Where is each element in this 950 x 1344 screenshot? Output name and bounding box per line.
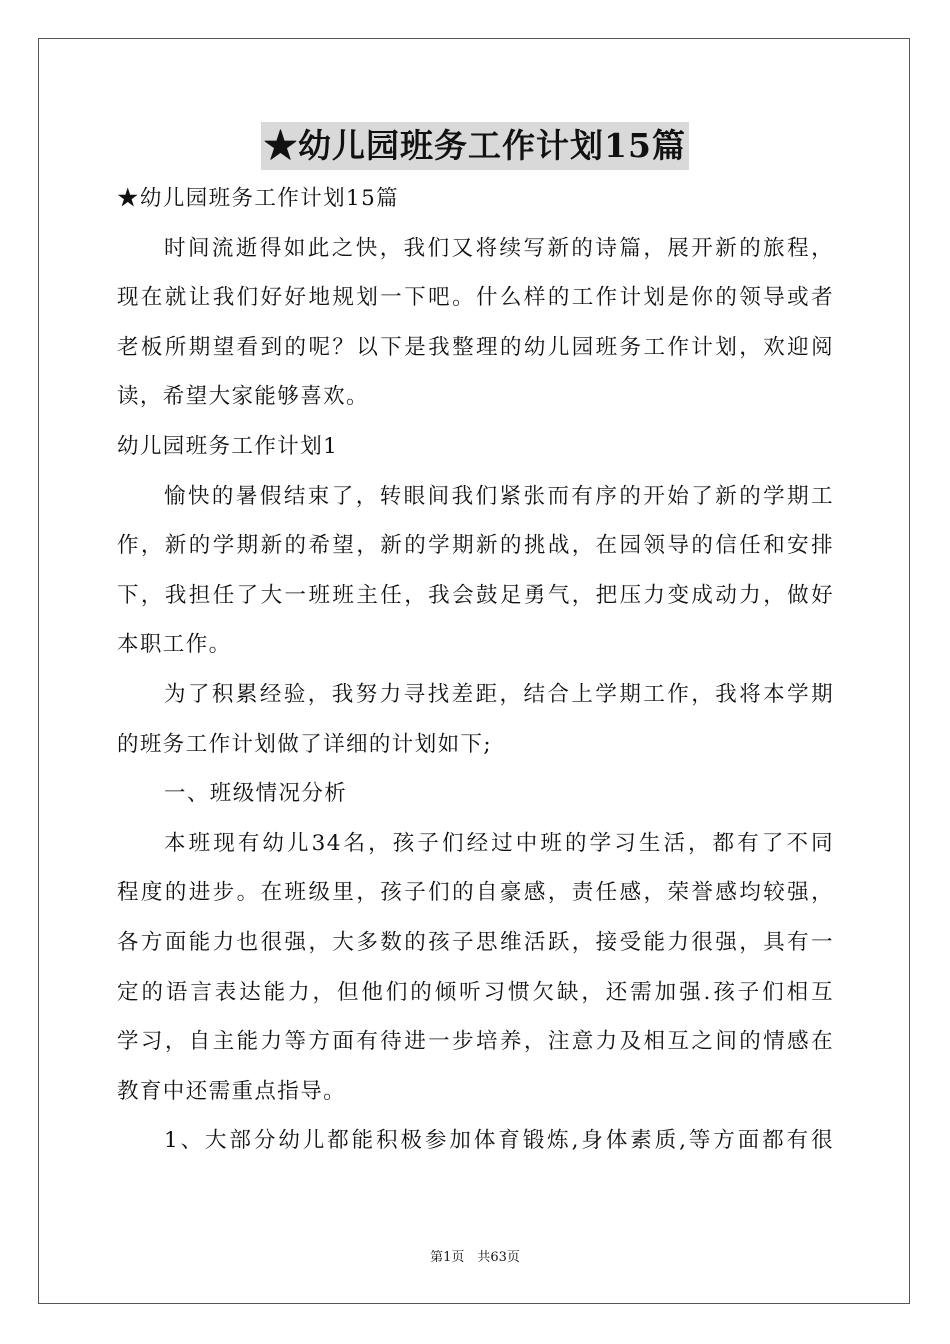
- body-line: 程度的进步。在班级里，孩子们的自豪感，责任感，荣誉感均较强，: [117, 880, 834, 906]
- body-line: 现在就让我们好好地规划一下吧。什么样的工作计划是你的领导或者: [117, 285, 834, 311]
- body-line: 作，新的学期新的希望，新的学期新的挑战，在园领导的信任和安排: [117, 533, 834, 559]
- title-container: [0, 122, 950, 170]
- body-line: ★幼儿园班务工作计划15篇: [117, 186, 400, 211]
- body-line: 学习，自主能力等方面有待进一步培养，注意力及相互之间的情感在: [117, 1029, 834, 1055]
- page-footer: 第1页 共63页: [430, 1250, 520, 1265]
- body-line: 幼儿园班务工作计划1: [117, 433, 339, 459]
- body-line: 本班现有幼儿34名，孩子们经过中班的学习生活，都有了不同: [164, 830, 834, 856]
- body-line: 下，我担任了大一班班主任，我会鼓足勇气，把压力变成动力，做好: [117, 582, 834, 608]
- body-line: 教育中还需重点指导。: [117, 1078, 347, 1104]
- document-body: [117, 174, 834, 1166]
- body-line: 的班务工作计划做了详细的计划如下;: [117, 731, 493, 757]
- body-line: 老板所期望看到的呢？以下是我整理的幼儿园班务工作计划，欢迎阅: [117, 334, 834, 360]
- body-line: 读，希望大家能够喜欢。: [117, 384, 369, 410]
- document-title: ★幼儿园班务工作计划15篇: [261, 122, 689, 170]
- body-line: 为了积累经验，我努力寻找差距，结合上学期工作，我将本学期: [164, 681, 834, 707]
- body-line: 1、大部分幼儿都能积极参加体育锻炼,身体素质,等方面都有很: [164, 1128, 834, 1154]
- body-line: 本职工作。: [117, 632, 232, 658]
- body-line: 各方面能力也很强，大多数的孩子思维活跃，接受能力很强，具有一: [117, 929, 834, 955]
- body-line: 愉快的暑假结束了，转眼间我们紧张而有序的开始了新的学期工: [164, 483, 834, 509]
- body-line: 时间流逝得如此之快，我们又将续写新的诗篇，展开新的旅程，: [164, 235, 834, 261]
- body-line: 一、班级情况分析: [164, 781, 348, 807]
- body-line: 定的语言表达能力，但他们的倾听习惯欠缺，还需加强.孩子们相互: [117, 979, 834, 1005]
